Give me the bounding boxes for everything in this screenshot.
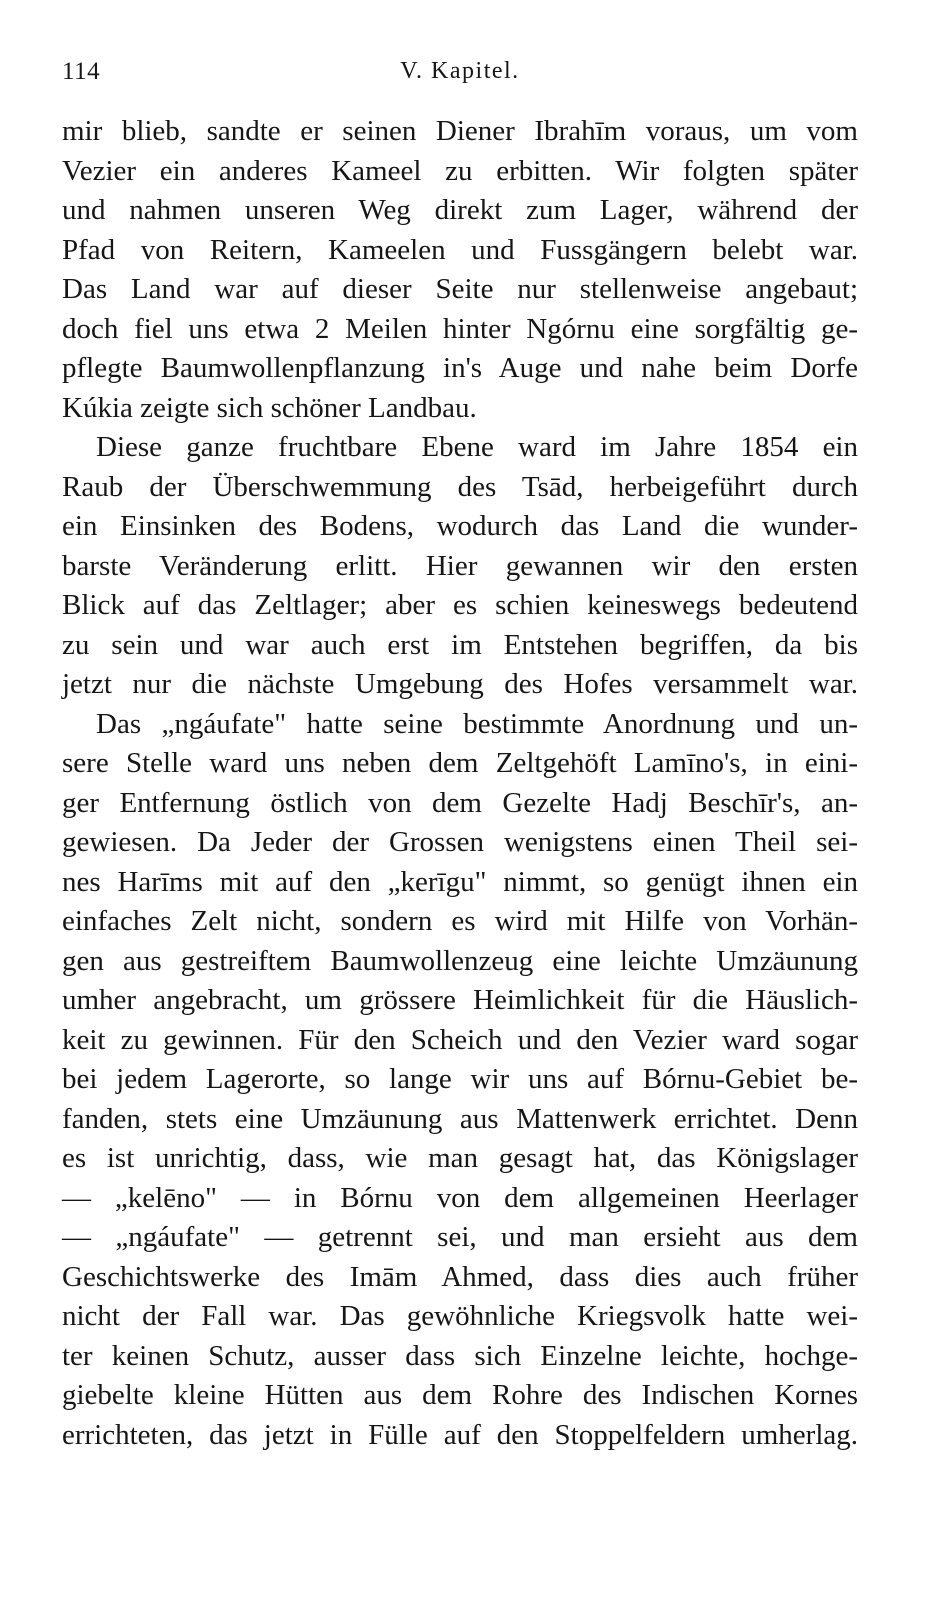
text-line: Das „ngáufate" hatte seine bestimmte Anordnung und un- <box>96 707 858 740</box>
text-line: Geschichtswerke des Imām Ahmed, dass dies auch früher <box>62 1260 858 1293</box>
text-line: zu sein und war auch erst im Entstehen begriffen, da bis <box>62 628 858 661</box>
text-line: giebelte kleine Hütten aus dem Rohre des Indischen Kornes <box>62 1379 858 1411</box>
text-line: jetzt nur die nächste Umgebung des Hofes versammelt war. <box>62 668 858 700</box>
text-line: Pfad von Reitern, Kameelen und Fussgängern belebt war. <box>62 233 858 266</box>
text-line: gewiesen. Da Jeder der Grossen wenigstens einen Theil sei- <box>62 826 858 858</box>
text-line: errichteten, das jetzt in Fülle auf den Stoppelfeldern umherlag. <box>62 1418 858 1451</box>
text-line: es ist unrichtig, dass, wie man gesagt hat, das Königslager <box>62 1142 858 1174</box>
text-line: nicht der Fall war. Das gewöhnliche Kriegsvolk hatte wei- <box>62 1300 858 1332</box>
text-line: — „kelēno" — in Bórnu von dem allgemeinen Heerlager <box>62 1181 858 1214</box>
text-line: mir blieb, sandte er seinen Diener Ibrahīm voraus, um vom <box>62 115 858 147</box>
text-line: barste Veränderung erlitt. Hier gewannen wir den ersten <box>62 549 858 582</box>
text-line: Raub der Überschwemmung des Tsād, herbeigeführt durch <box>62 470 858 503</box>
text-line: Blick auf das Zeltlager; aber es schien keineswegs bedeutend <box>62 589 858 621</box>
text-line: Diese ganze fruchtbare Ebene ward im Jahre 1854 ein <box>96 431 858 463</box>
text-line: ein Einsinken des Bodens, wodurch das Land die wunder- <box>62 510 858 542</box>
text-line: doch fiel uns etwa 2 Meilen hinter Ngórnu eine sorgfältig ge- <box>62 312 858 345</box>
page-number: 114 <box>62 58 101 85</box>
text-line: Vezier ein anderes Kameel zu erbitten. Wir folgten später <box>62 154 858 187</box>
text-line: und nahmen unseren Weg direkt zum Lager, während der <box>62 194 858 226</box>
text-line: gen aus gestreiftem Baumwollenzeug eine leichte Umzäunung <box>62 944 858 977</box>
text-line: bei jedem Lagerorte, so lange wir uns auf Bórnu-Gebiet be- <box>62 1063 858 1095</box>
text-line: pflegte Baumwollenpflanzung in's Auge und nahe beim Dorfe <box>62 352 858 384</box>
running-head: V. Kapitel. <box>400 58 520 84</box>
text-line: fanden, stets eine Umzäunung aus Mattenwerk errichtet. Denn <box>62 1102 858 1135</box>
text-line: — „ngáufate" — getrennt sei, und man ersieht aus dem <box>62 1221 858 1253</box>
text-line: Kúkia zeigte sich schöner Landbau. <box>62 391 477 424</box>
text-line: keit zu gewinnen. Für den Scheich und den Vezier ward sogar <box>62 1023 858 1056</box>
page-header <box>62 58 858 94</box>
text-line: einfaches Zelt nicht, sondern es wird mit Hilfe von Vorhän- <box>62 905 858 937</box>
text-line: Das Land war auf dieser Seite nur stellenweise angebaut; <box>62 273 858 305</box>
text-line: ger Entfernung östlich von dem Gezelte Hadj Beschīr's, an- <box>62 786 858 819</box>
text-line: ter keinen Schutz, ausser dass sich Einzelne leichte, hochge- <box>62 1339 858 1372</box>
text-line: nes Harīms mit auf den „kerīgu" nimmt, so genügt ihnen ein <box>62 865 858 898</box>
text-line: sere Stelle ward uns neben dem Zeltgehöft Lamīno's, in eini- <box>62 747 858 779</box>
body-text <box>62 112 858 1455</box>
text-line: umher angebracht, um grössere Heimlichkeit für die Häuslich- <box>62 984 858 1016</box>
